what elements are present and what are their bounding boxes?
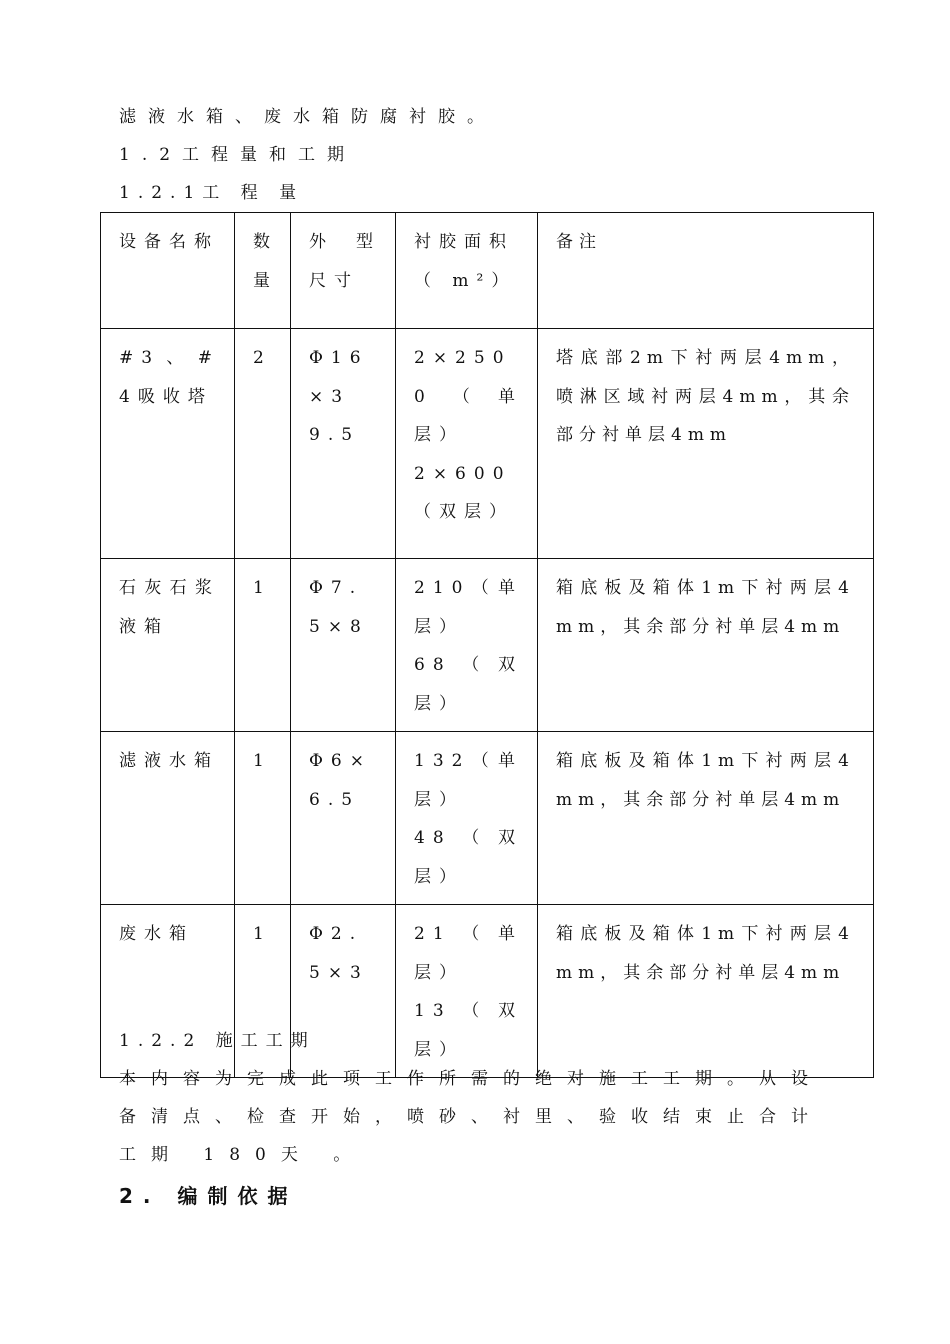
intro-line: 滤液水箱、废水箱防腐衬胶。: [119, 107, 496, 127]
cell-area-single: 210（单层）: [414, 578, 523, 637]
cell-area-double: 68（双层）: [414, 655, 523, 714]
cell-name: 滤液水箱: [101, 732, 235, 905]
table-row: [101, 329, 874, 559]
paragraph-line: 备清点、检查开始，喷砂、衬里、验收结束止合计: [119, 1107, 823, 1127]
cell-qty: 1: [235, 559, 291, 732]
header-note: 备注: [538, 213, 874, 329]
header-name: 设备名称: [101, 213, 235, 329]
cell-area: [396, 559, 538, 732]
paragraph-line: 工期 180天 。: [119, 1145, 366, 1165]
cell-area: [396, 905, 538, 1078]
cell-note: 箱底板及箱体1m下衬两层4mm，其余部分衬单层4mm: [538, 732, 874, 905]
cell-name: 废水箱: [101, 905, 235, 1078]
cell-area-single: 21（单层）: [414, 924, 523, 983]
cell-size: Φ6×6.5: [291, 732, 396, 905]
section-heading-2: 2. 编制依据: [119, 1184, 298, 1208]
header-area: [396, 213, 538, 329]
table-header-row: [101, 213, 874, 329]
table-row: [101, 732, 874, 905]
cell-qty: 2: [235, 329, 291, 559]
cell-size: Φ16×39.5: [291, 329, 396, 559]
cell-qty: 1: [235, 905, 291, 1078]
cell-note: 塔底部2m下衬两层4mm，喷淋区域衬两层4mm，其余部分衬单层4mm: [538, 329, 874, 559]
cell-note: 箱底板及箱体1m下衬两层4mm，其余部分衬单层4mm: [538, 905, 874, 1078]
cell-area: [396, 329, 538, 559]
cell-size: Φ2.5×3: [291, 905, 396, 1078]
quantity-table: [100, 212, 874, 1078]
header-size: 外型尺寸: [291, 213, 396, 329]
cell-size: Φ7.5×8: [291, 559, 396, 732]
header-area-unit: （ m²）: [414, 270, 517, 291]
cell-note: 箱底板及箱体1m下衬两层4mm，其余部分衬单层4mm: [538, 559, 874, 732]
cell-area-double: 48（双层）: [414, 828, 523, 887]
cell-qty: 1: [235, 732, 291, 905]
section-heading-1-2-1: 1.2.1工 程 量: [119, 183, 305, 203]
table-row: [101, 559, 874, 732]
cell-name: 石灰石浆液箱: [101, 559, 235, 732]
cell-name: #3、#4吸收塔: [101, 329, 235, 559]
paragraph-line: 本内容为完成此项工作所需的绝对施工工期。从设: [119, 1069, 823, 1089]
cell-area-double: 13（双层）: [414, 1001, 523, 1060]
table-row: [101, 905, 874, 1078]
header-qty: 数量: [235, 213, 291, 329]
section-heading-1-2-2: 1.2.2 施工工期: [119, 1031, 316, 1051]
header-area-label: 衬胶面积: [414, 232, 514, 252]
cell-area: [396, 732, 538, 905]
cell-area-single: 2×2500（单层）: [414, 348, 523, 445]
cell-area-single: 132（单层）: [414, 751, 523, 810]
section-heading-1-2: 1.2工程量和工期: [119, 145, 357, 165]
cell-area-double: 2×600（双层）: [414, 463, 514, 522]
